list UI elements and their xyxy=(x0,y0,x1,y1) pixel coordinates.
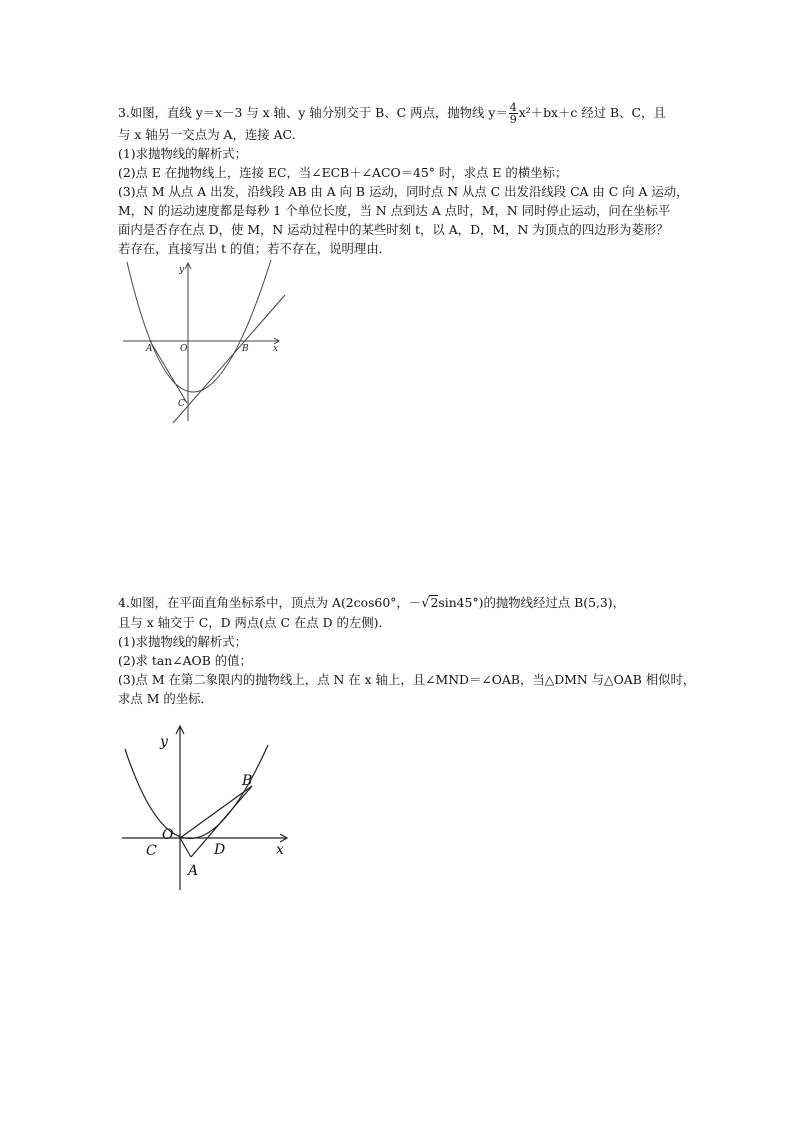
q3-text-1a: 3.如图，直线 y＝x－3 与 x 轴、y 轴分别交于 B、C 两点，抛物线 y＝ xyxy=(118,105,508,120)
q4-line-4: (2)求 tan∠AOB 的值； xyxy=(118,653,252,668)
q3-line-3: (1)求抛物线的解析式； xyxy=(118,146,248,161)
q3-label-a: A xyxy=(146,344,153,354)
q4-line-5: (3)点 M 在第二象限内的抛物线上，点 N 在 x 轴上，且∠MND＝∠OAB，当△DMN 与△OAB 相似时， xyxy=(118,672,696,687)
q3-line-4: (2)点 E 在抛物线上，连接 EC，当∠ECB＋∠ACO＝45° 时，求点 E 的横坐标； xyxy=(118,165,568,180)
q3-line-8: 若存在，直接写出 t 的值；若不存在，说明理由． xyxy=(118,241,392,256)
q3-frac-den: 9 xyxy=(509,113,517,126)
q3-label-b: B xyxy=(242,344,249,354)
q4-label-o: O xyxy=(162,827,174,843)
question-3 xyxy=(118,102,718,258)
q4-label-a: A xyxy=(188,863,199,879)
q3-label-o: O xyxy=(180,344,188,354)
q3-label-y: y xyxy=(179,265,185,275)
q4-text-1a: 4.如图，在平面直角坐标系中，顶点为 A(2cos60°，－ xyxy=(118,595,422,610)
q4-sqrt-radicand: 2 xyxy=(430,595,439,610)
q3-line-6: M，N 的运动速度都是每秒 1 个单位长度，当 N 点到达 A 点时，M，N 同时停止运动，问在坐标平 xyxy=(118,203,671,218)
q3-figure xyxy=(118,258,290,426)
q4-label-b: B xyxy=(242,773,253,789)
sqrt-icon: √ xyxy=(421,596,430,611)
q3-line-7: 面内是否存在点 D，使 M，N 运动过程中的某些时刻 t，以 A，D，M，N 为顶点的四边形为菱形？ xyxy=(118,222,669,237)
q4-label-c: C xyxy=(146,843,157,859)
q4-line-3: (1)求抛物线的解析式； xyxy=(118,634,248,649)
q3-line-2: 与 x 轴另一交点为 A，连接 AC． xyxy=(118,127,305,142)
q3-frac-num: 4 xyxy=(509,101,517,114)
q4-label-y: y xyxy=(160,734,168,750)
q4-label-d: D xyxy=(214,842,226,858)
q3-line-5: (3)点 M 从点 A 出发，沿线段 AB 由 A 向 B 运动，同时点 N 从点 C 出发沿线段 CA 由 C 向 A 运动， xyxy=(118,184,689,199)
q4-segment-oa xyxy=(180,838,191,857)
q3-fraction xyxy=(509,102,518,125)
q3-text-1b: x²＋bx＋c 经过 B、C，且 xyxy=(518,105,666,120)
q4-text-1b: sin45°)的抛物线经过点 B(5,3)， xyxy=(438,595,626,610)
q4-line-1 xyxy=(118,593,718,613)
q4-label-x: x xyxy=(276,842,284,858)
q3-label-c: C xyxy=(178,399,185,409)
q4-line-2: 且与 x 轴交于 C，D 两点(点 C 在点 D 的左侧)． xyxy=(118,615,391,630)
q4-line-6: 求点 M 的坐标． xyxy=(118,691,213,706)
q3-line-bc xyxy=(173,295,285,423)
q4-segment-ob xyxy=(180,786,252,838)
q3-parabola xyxy=(127,260,271,392)
q4-figure xyxy=(118,722,298,894)
q3-line-1 xyxy=(118,102,718,125)
q3-label-x: x xyxy=(273,344,279,354)
question-4 xyxy=(118,593,718,708)
